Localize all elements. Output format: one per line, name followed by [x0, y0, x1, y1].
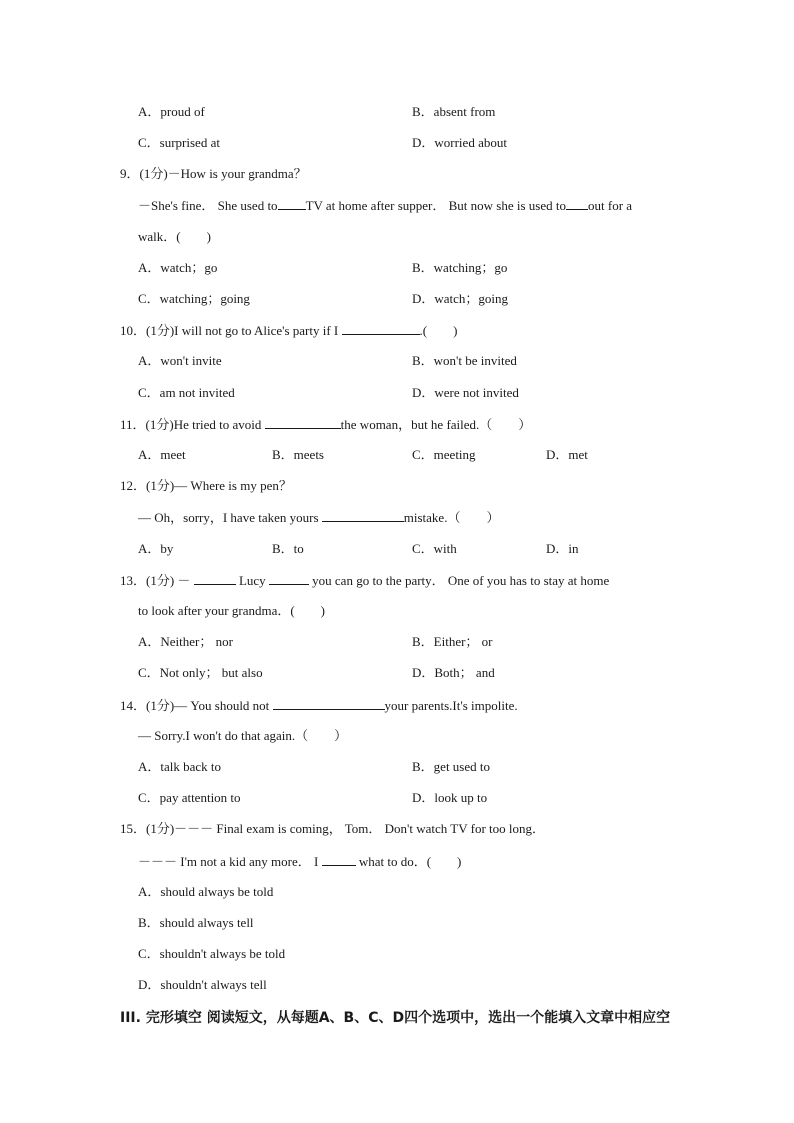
q10-option-b[interactable]: B．won't be invited: [412, 353, 517, 368]
q15-stem: 15．(1分)－－－ Final exam is coming， Tom． Don't watch TV for too long．: [120, 821, 545, 836]
q8-option-a[interactable]: A．proud of: [138, 104, 205, 119]
q13-stem: 13．(1分) － Lucy you can go to the party． One of you has to stay at home: [120, 573, 610, 588]
q11-option-c[interactable]: C．meeting: [412, 447, 476, 462]
q12-dialogue: — Oh，sorry，I have taken yours mistake.（ ）: [138, 510, 500, 525]
question-number: 13．(1分): [120, 573, 175, 588]
question-number: 12．(1分): [120, 478, 175, 493]
q15-option-b[interactable]: B．should always tell: [138, 915, 254, 930]
question-number: 11．(1分): [120, 417, 174, 432]
answer-blank[interactable]: [273, 696, 385, 710]
answer-blank[interactable]: [269, 571, 309, 585]
q12-option-b[interactable]: B．to: [272, 541, 304, 556]
q15-option-d[interactable]: D．shouldn't always tell: [138, 977, 267, 992]
q8-option-b[interactable]: B．absent from: [412, 104, 496, 119]
question-number: 10．(1分): [120, 323, 175, 338]
q12-option-a[interactable]: A．by: [138, 541, 174, 556]
q14-option-c[interactable]: C．pay attention to: [138, 790, 241, 805]
q11-stem: 11．(1分)He tried to avoid the woman，but he failed.（ ）: [120, 417, 532, 432]
q15-dialogue: －－－ I'm not a kid any more． I what to do．( ): [138, 854, 462, 869]
answer-blank[interactable]: [278, 196, 306, 210]
q10-option-d[interactable]: D．were not invited: [412, 385, 519, 400]
q14-dialogue: — Sorry.I won't do that again.（ ）: [138, 728, 348, 743]
q9-dialogue-cont: walk．( ): [138, 229, 211, 244]
q14-stem: 14．(1分)— You should not your parents.It's impolite.: [120, 698, 518, 713]
q12-option-d[interactable]: D．in: [546, 541, 579, 556]
q13-option-a[interactable]: A．Neither； nor: [138, 634, 233, 649]
q11-option-b[interactable]: B．meets: [272, 447, 324, 462]
q9-option-b[interactable]: B．watching；go: [412, 260, 508, 275]
q13-option-c[interactable]: C．Not only； but also: [138, 665, 263, 680]
q10-stem: 10．(1分)I will not go to Alice's party if I .( ): [120, 323, 458, 338]
q10-option-c[interactable]: C．am not invited: [138, 385, 235, 400]
q14-option-a[interactable]: A．talk back to: [138, 759, 222, 774]
answer-blank[interactable]: [322, 508, 404, 522]
answer-blank[interactable]: [194, 571, 236, 585]
q13-option-d[interactable]: D．Both； and: [412, 665, 495, 680]
q11-option-a[interactable]: A．meet: [138, 447, 186, 462]
q15-option-c[interactable]: C．shouldn't always be told: [138, 946, 286, 961]
q10-option-a[interactable]: A．won't invite: [138, 353, 222, 368]
q12-stem: 12．(1分)— Where is my pen？: [120, 478, 292, 493]
q9-option-c[interactable]: C．watching；going: [138, 291, 250, 306]
q11-option-d[interactable]: D．met: [546, 447, 588, 462]
question-number: 14．(1分): [120, 698, 175, 713]
q9-option-d[interactable]: D．watch；going: [412, 291, 509, 306]
q14-option-d[interactable]: D．look up to: [412, 790, 488, 805]
question-number: 15．(1分): [120, 821, 175, 836]
q9-option-a[interactable]: A．watch；go: [138, 260, 218, 275]
q8-option-d[interactable]: D．worried about: [412, 135, 507, 150]
q15-option-a[interactable]: A．should always be told: [138, 884, 274, 899]
q14-option-b[interactable]: B．get used to: [412, 759, 490, 774]
q13-option-b[interactable]: B．Either； or: [412, 634, 493, 649]
question-number: 9．(1分): [120, 166, 168, 181]
section-heading: III. 完形填空 阅读短文，从每题A、B、C、D四个选项中，选出一个能填入文章中相应空: [120, 1010, 671, 1026]
q13-stem-cont: to look after your grandma．( ): [138, 603, 326, 618]
q9-stem: 9．(1分)－How is your grandma？: [120, 166, 307, 181]
answer-blank[interactable]: [342, 321, 420, 335]
answer-blank[interactable]: [322, 852, 356, 866]
answer-blank[interactable]: [265, 415, 341, 429]
q9-dialogue: －She's fine． She used to TV at home after supper． But now she is used to out for a: [138, 198, 633, 213]
q8-option-c[interactable]: C．surprised at: [138, 135, 220, 150]
answer-blank[interactable]: [566, 196, 588, 210]
q12-option-c[interactable]: C．with: [412, 541, 457, 556]
